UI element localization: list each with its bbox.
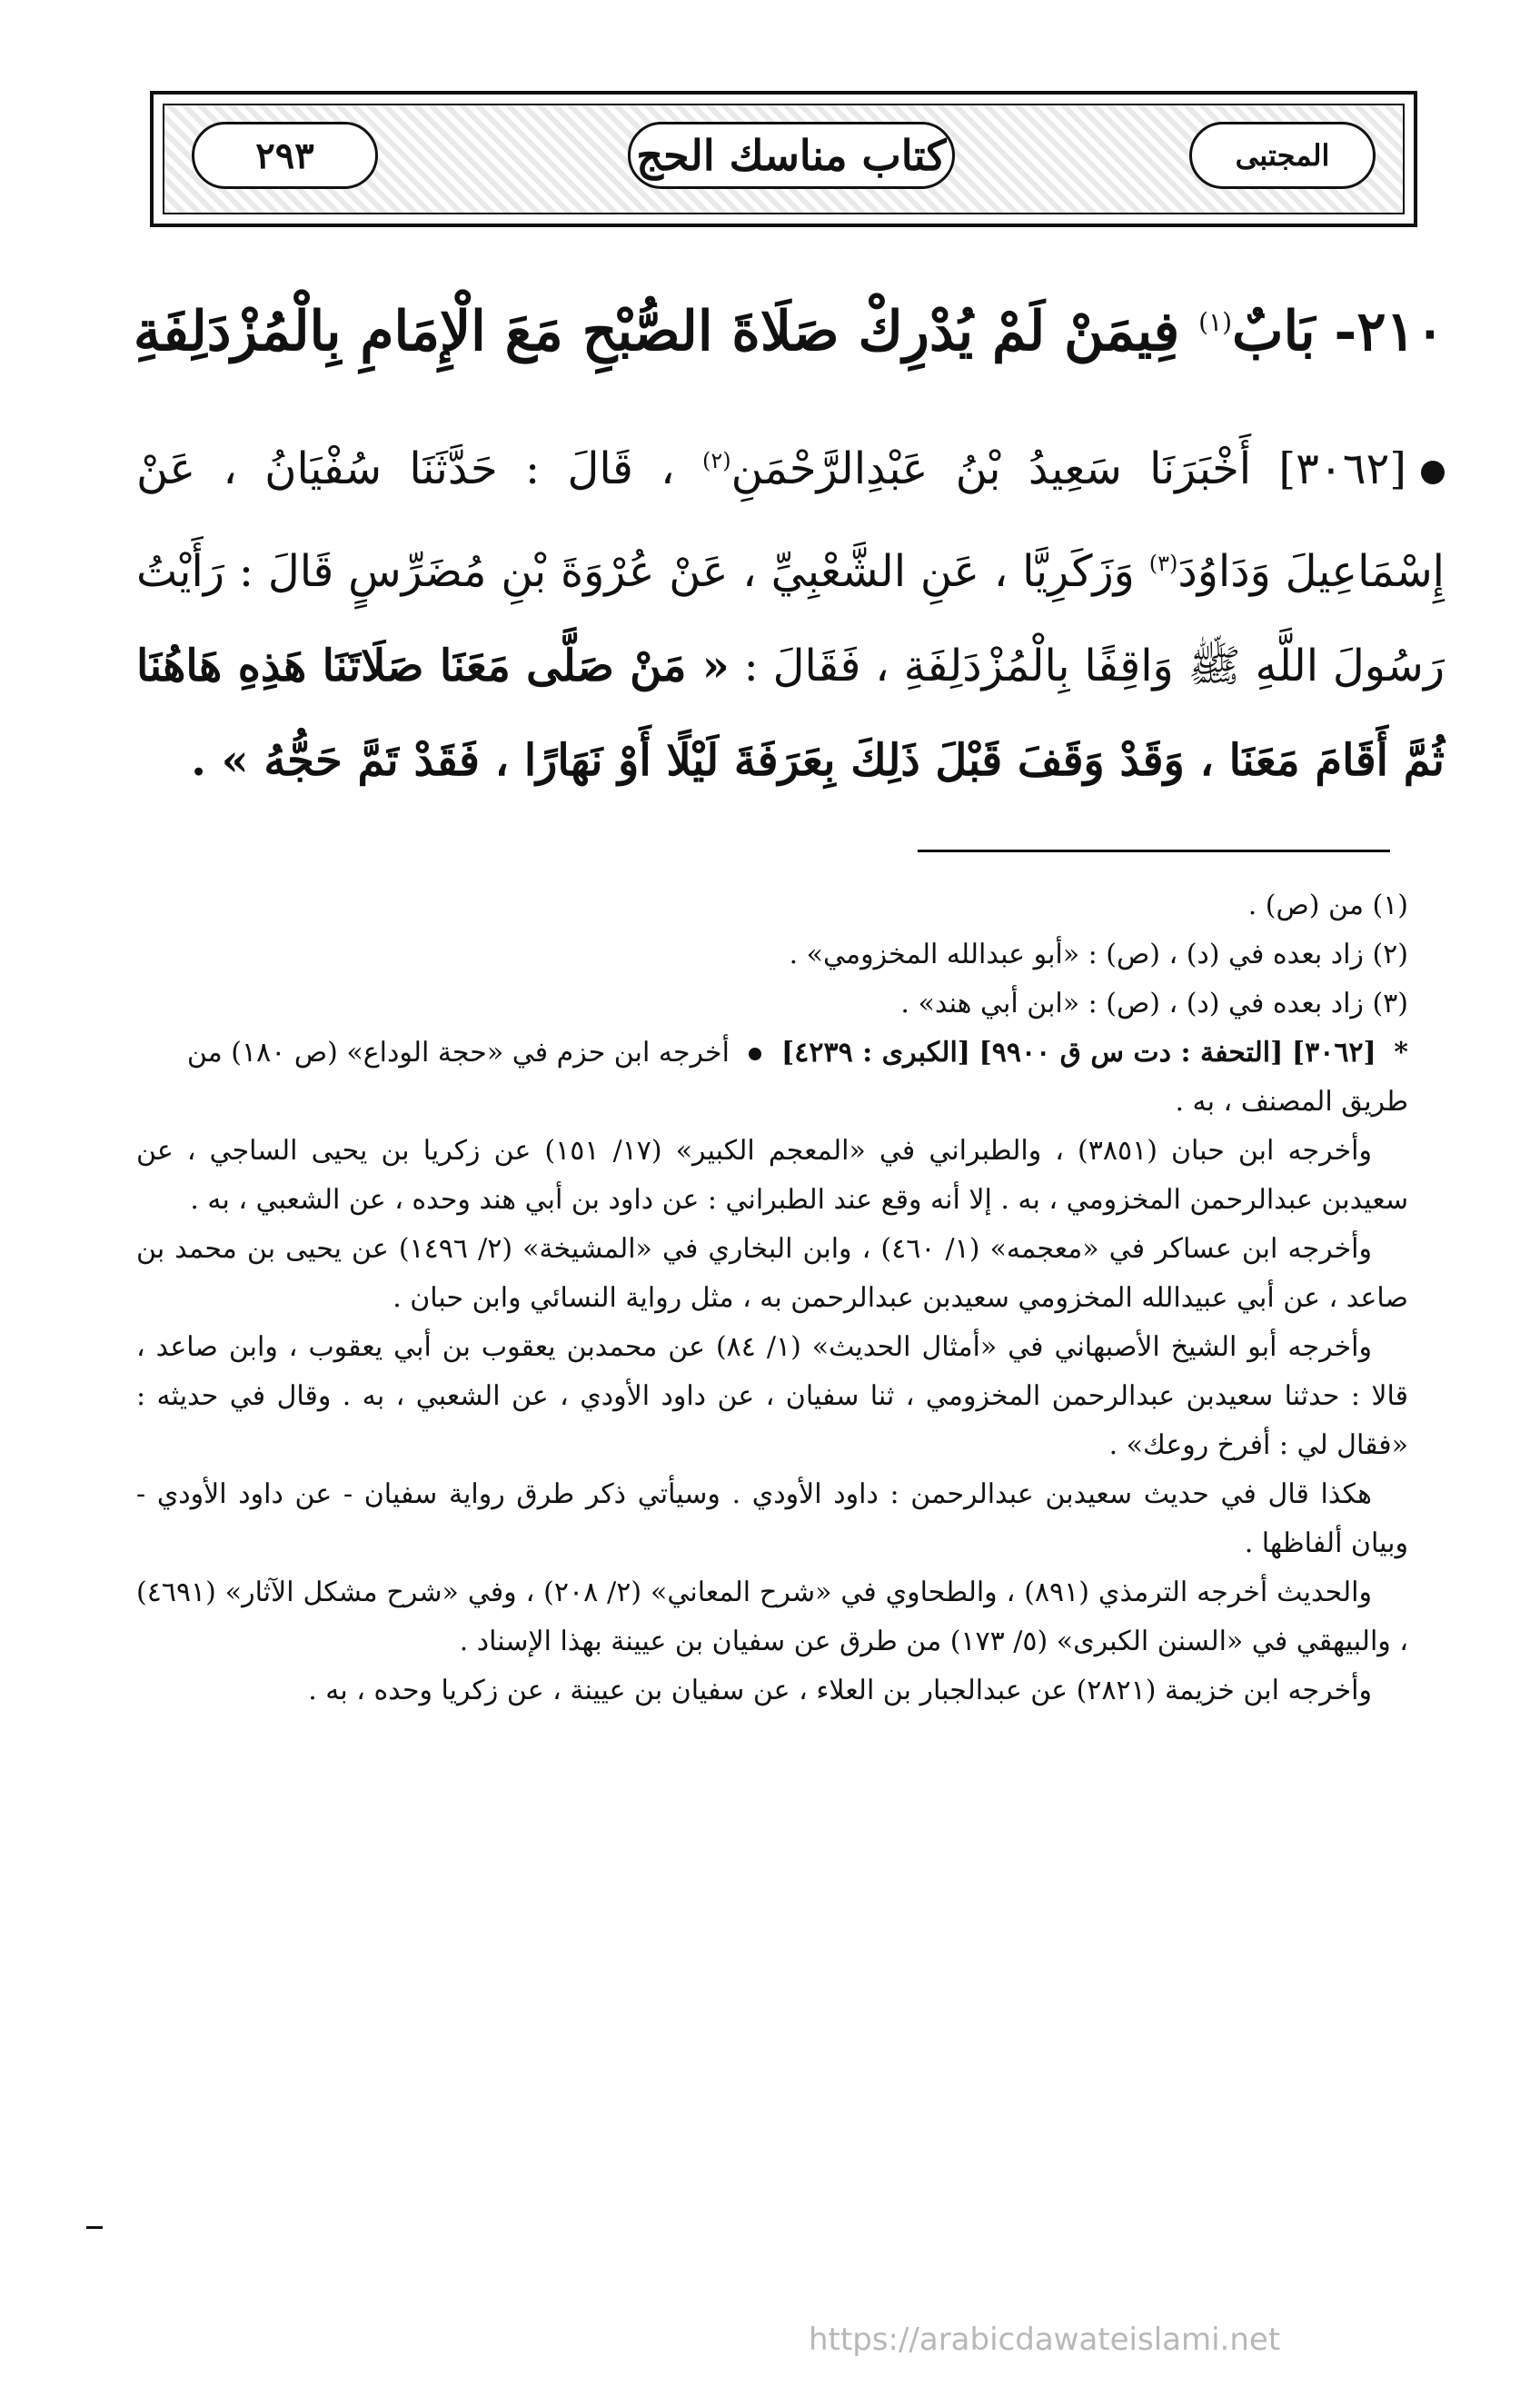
takhrij-paragraph: هكذا قال في حديث سعيدبن عبدالرحمن : داود الأودي . وسيأتي ذكر طرق رواية سفيان - عن داود الأودي - وبيان ألفاظها . — [136, 1478, 1408, 1559]
footnote-ref-3: (٣) — [1148, 551, 1178, 576]
star-icon: * — [1394, 1037, 1408, 1069]
section-title: كتاب مناسك الحج — [628, 122, 955, 189]
chapter-title: فِيمَنْ لَمْ يُدْرِكْ صَلَاةَ الصُّبْحِ مَعَ الْإِمَامِ بِالْمُزْدَلِفَةِ — [133, 300, 1180, 363]
footnote-ref-2: (٢) — [701, 448, 731, 473]
ornamental-border — [163, 104, 1405, 214]
hadith-chain-2: ، قَالَ : حَدَّثَنَا سُفْيَانُ ، عَنْ إِسْمَاعِيلَ وَدَاوُدَ — [136, 443, 1445, 597]
takhrij-header — [136, 1029, 1408, 1127]
footnote-divider — [918, 850, 1390, 852]
margin-mark — [86, 2226, 103, 2229]
series-logo: المجتبى — [1189, 122, 1376, 189]
watermark-url: https://arabicdawateislami.net — [809, 2322, 1281, 2358]
takhrij-paragraph: وأخرجه أبو الشيخ الأصبهاني في «أمثال الحديث» (١/ ٨٤) عن محمدبن يعقوب بن أبي يعقوب ، وابن صاعد ، قالا : حدثنا سعيدبن عبدالرحمن المخزومي ، ثنا سفيان ، عن داود الأودي ، عن الشعبي ، به . وقال في حديثه : «فقال لي : أفرخ روعك» . — [136, 1331, 1408, 1461]
footnotes-section — [136, 881, 1408, 1716]
footnote-2: (٢) زاد بعده في (د) ، (ص) : «أبو عبدالله المخزومي» . — [789, 939, 1408, 970]
takhrij-paragraph: وأخرجه ابن عساكر في «معجمه» (١/ ٤٦٠) ، وابن البخاري في «المشيخة» (٢/ ١٤٩٦) عن يحيى بن محمد بن صاعد ، عن أبي عبيدالله المخزومي سعيدبن عبدالرحمن به ، مثل رواية النسائي وابن حبان . — [136, 1233, 1408, 1314]
page-header-frame — [150, 91, 1417, 227]
page-number: ٢٩٣ — [192, 122, 378, 189]
takhrij-paragraph: والحديث أخرجه الترمذي (٨٩١) ، والطحاوي في «شرح المعاني» (٢/ ٢٠٨) ، وفي «شرح مشكل الآثار» (٤٦٩١) ، والبيهقي في «السنن الكبرى» (٥/ ١٧٣) من طرق عن سفيان بن عيينة بهذا الإسناد . — [136, 1576, 1408, 1657]
bullet-icon — [1421, 461, 1445, 484]
hadith-chain-1: أَخْبَرَنَا سَعِيدُ بْنُ عَبْدِالرَّحْمَنِ — [730, 443, 1252, 494]
chapter-heading — [133, 273, 1445, 373]
chapter-number: ٢١٠- بَابٌ — [1232, 300, 1445, 363]
takhrij-number: [٣٠٦٢] — [1291, 1037, 1376, 1069]
takhrij-paragraph: وأخرجه ابن حبان (٣٨٥١) ، والطبراني في «المعجم الكبير» (١٧/ ١٥١) عن زكريا بن يحيى الساجي ، عن سعيدبن عبدالرحمن المخزومي ، به . إلا أنه وقع عند الطبراني : عن داود بن أبي هند وحده ، عن الشعبي ، به . — [136, 1135, 1408, 1216]
chapter-footnote-ref: (١) — [1198, 307, 1233, 337]
hadith-text — [136, 413, 1445, 808]
takhrij-tuhfa: [التحفة : دت س ق ٩٩٠٠] — [979, 1037, 1284, 1069]
hadith-quote: « مَنْ صَلَّى مَعَنَا صَلَاتَنَا هَذِهِ هَاهُنَا ثُمَّ أَقَامَ مَعَنَا ، وَقَدْ وَقَفَ قَبْلَ ذَلِكَ بِعَرَفَةَ لَيْلًا أَوْ نَهَارًا ، فَقَدْ تَمَّ حَجُّهُ » . — [136, 641, 1445, 786]
footnote-3: (٣) زاد بعده في (د) ، (ص) : «ابن أبي هند» . — [900, 988, 1408, 1019]
footnote-1: (١) من (ص) . — [1247, 890, 1408, 921]
takhrij-paragraph: وأخرجه ابن خزيمة (٢٨٢١) عن عبدالجبار بن العلاء ، عن سفيان بن عيينة ، عن زكريا وحده ، به . — [308, 1675, 1372, 1706]
bullet-icon — [749, 1048, 761, 1060]
takhrij-kubra: [الكبرى : ٤٢٣٩] — [781, 1037, 970, 1069]
hadith-chain-3: وَزَكَرِيَّا ، عَنِ الشَّعْبِيِّ ، عَنْ عُرْوَةَ بْنِ مُضَرِّسٍ قَالَ : رَأَيْتُ رَسُولَ اللَّهِ ﷺ وَاقِفًا بِالْمُزْدَلِفَةِ ، فَقَالَ : — [136, 546, 1445, 691]
hadith-number: [٣٠٦٢] — [1278, 443, 1407, 494]
takhrij-intro: أخرجه ابن حزم في «حجة الوداع» (ص ١٨٠) من طريق المصنف ، به . — [186, 1037, 1408, 1118]
